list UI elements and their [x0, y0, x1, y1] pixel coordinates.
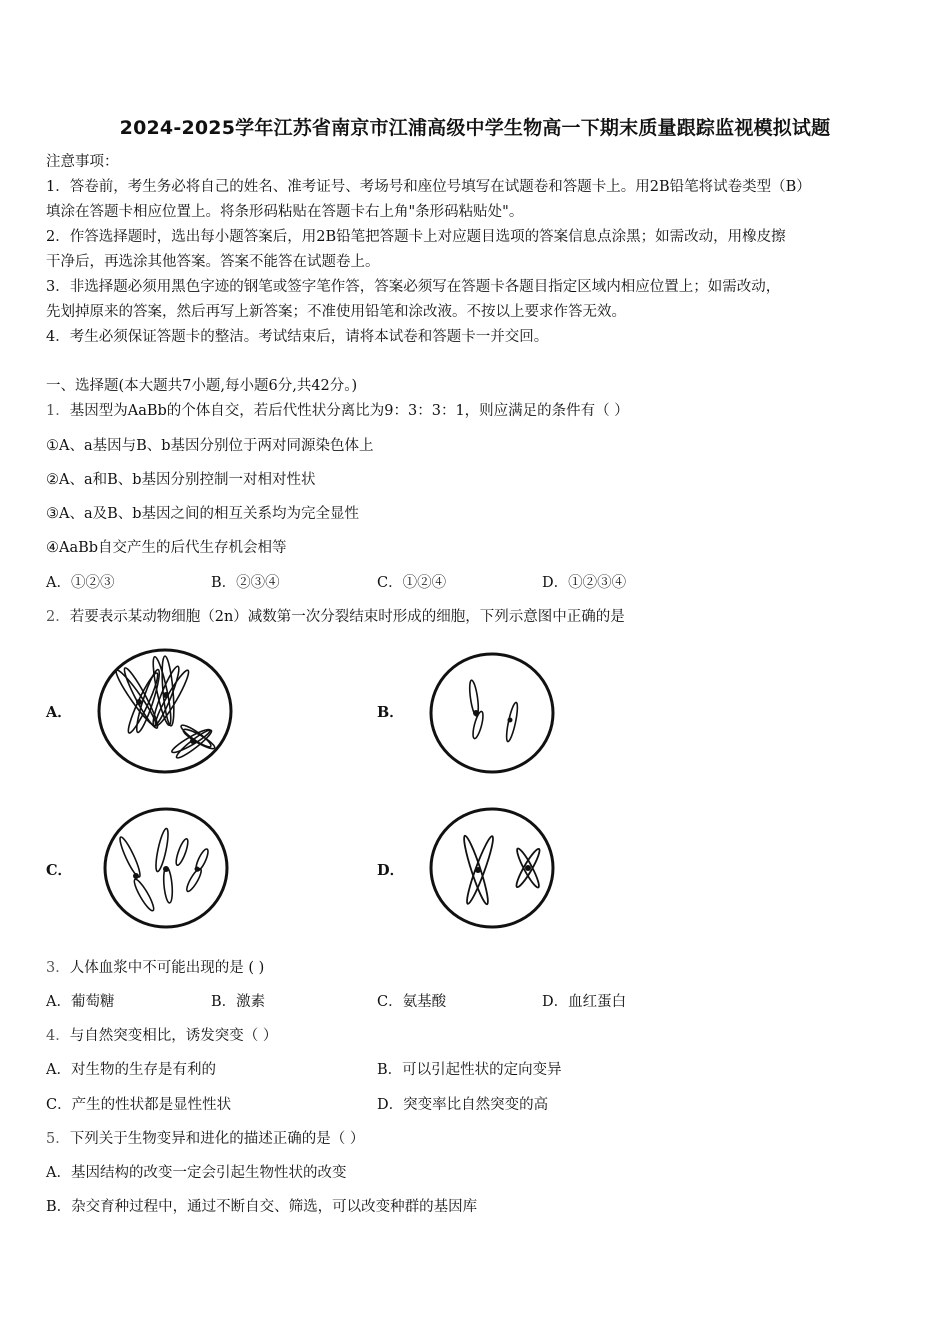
q2-label-d[interactable]: D． [377, 862, 405, 879]
question-5-stem [46, 1129, 364, 1149]
notice-line: 4．考生必须保证答题卡的整洁。考试结束后，请将本试卷和答题卡一并交回。 [46, 329, 549, 345]
q3-option-c[interactable]: C．氨基酸 [377, 994, 447, 1010]
q2-label-c[interactable]: C． [46, 862, 73, 879]
q1-option-c[interactable]: C．①②④ [377, 575, 447, 591]
q4-option-a[interactable]: A．对生物的生存是有利的 [46, 1062, 216, 1078]
notice-line: 先划掉原来的答案，然后再写上新答案；不准使用铅笔和涂改液。不按以上要求作答无效。 [46, 304, 626, 320]
cell-diagram-a [96, 646, 236, 776]
q1-item-1: ①A、a基因与B、b基因分别位于两对同源染色体上 [46, 438, 374, 454]
q1-option-b[interactable]: B．②③④ [211, 575, 280, 591]
q1-item-4: ④AaBb自交产生的后代生存机会相等 [46, 540, 287, 556]
q2-label-a[interactable]: A． [46, 704, 72, 721]
question-1-stem [46, 401, 629, 421]
q2-label-b[interactable]: B． [377, 704, 404, 721]
cell-diagram-d [428, 805, 560, 931]
q1-option-d[interactable]: D．①②③④ [542, 575, 627, 591]
question-number: 5． [46, 1131, 70, 1147]
notice-line: 3．非选择题必须用黑色字迹的钢笔或签字笔作答，答案必须写在答题卡各题目指定区域内相应位置上；如需改动， [46, 279, 781, 295]
q1-item-3: ③A、a及B、b基因之间的相互关系均为完全显性 [46, 506, 360, 522]
question-4-stem [46, 1026, 277, 1046]
question-number: 1． [46, 403, 70, 419]
q5-option-b[interactable]: B．杂交育种过程中，通过不断自交、筛选，可以改变种群的基因库 [46, 1199, 478, 1215]
question-text: 若要表示某动物细胞（2n）减数第一次分裂结束时形成的细胞，下列示意图中正确的是 [69, 609, 625, 625]
q5-option-a[interactable]: A．基因结构的改变一定会引起生物性状的改变 [46, 1165, 347, 1181]
q4-option-b[interactable]: B．可以引起性状的定向变异 [377, 1062, 562, 1078]
question-text: 与自然突变相比，诱发突变（ ） [69, 1028, 278, 1044]
question-number: 2． [46, 609, 70, 625]
q3-option-a[interactable]: A．葡萄糖 [46, 994, 115, 1010]
q4-option-d[interactable]: D．突变率比自然突变的高 [377, 1097, 549, 1113]
notice-line: 填涂在答题卡相应位置上。将条形码粘贴在答题卡右上角"条形码粘贴处"。 [46, 204, 524, 220]
question-text: 下列关于生物变异和进化的描述正确的是（ ） [69, 1131, 365, 1147]
question-number: 4． [46, 1028, 70, 1044]
page-title: 2024-2025学年江苏省南京市江浦高级中学生物高一下期末质量跟踪监视模拟试题 [119, 117, 831, 139]
question-3-stem [46, 958, 264, 978]
question-text: 基因型为AaBb的个体自交，若后代性状分离比为9：3：3：1，则应满足的条件有（ ） [69, 403, 629, 419]
section-heading: 一、选择题(本大题共7小题,每小题6分,共42分。) [46, 378, 358, 394]
q1-option-a[interactable]: A．①②③ [46, 575, 115, 591]
q4-option-c[interactable]: C．产生的性状都是显性性状 [46, 1097, 232, 1113]
cell-diagram-b [428, 650, 560, 776]
question-2-stem [46, 607, 625, 627]
question-number: 3． [46, 960, 70, 976]
notice-heading: 注意事项： [46, 154, 119, 170]
q3-option-d[interactable]: D．血红蛋白 [542, 994, 627, 1010]
notice-line: 干净后，再选涂其他答案。答案不能答在试题卷上。 [46, 254, 380, 270]
notice-line: 2．作答选择题时，选出每小题答案后，用2B铅笔把答题卡上对应题目选项的答案信息点涂黑；如需改动，用橡皮擦 [46, 229, 786, 245]
question-text: 人体血浆中不可能出现的是 ( ) [69, 960, 265, 976]
cell-diagram-c [102, 805, 232, 931]
q3-option-b[interactable]: B．激素 [211, 994, 266, 1010]
notice-line: 1．答卷前，考生务必将自己的姓名、准考证号、考场号和座位号填写在试题卷和答题卡上。用2B铅笔将试卷类型（B） [46, 179, 811, 195]
q1-item-2: ②A、a和B、b基因分别控制一对相对性状 [46, 472, 316, 488]
